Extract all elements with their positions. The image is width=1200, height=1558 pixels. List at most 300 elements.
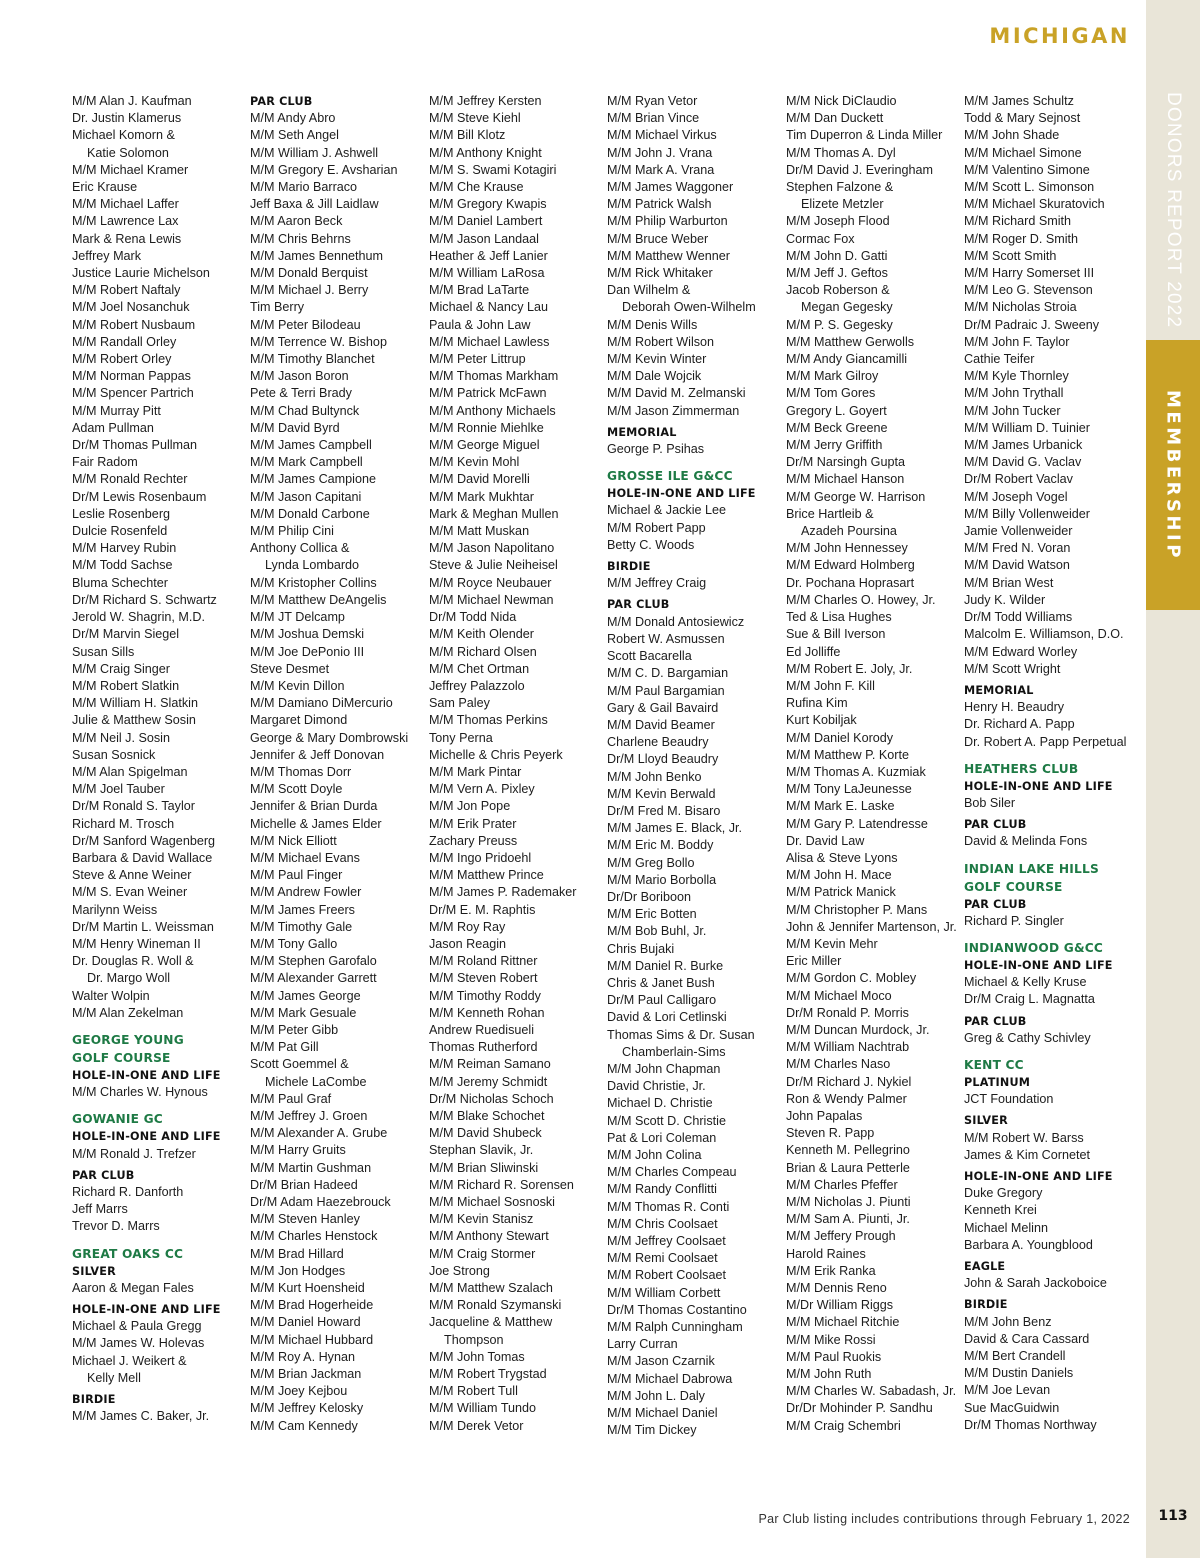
donor-name: M/M Jeffrey Kersten — [429, 94, 542, 108]
donor-name: M/M John L. Daly — [607, 1388, 705, 1403]
donor-name: Richard P. Singler — [964, 913, 1064, 928]
donor-name: Dr/M Robert Vaclav — [964, 472, 1073, 487]
donor-column — [607, 93, 779, 1439]
donor-name: M/M Robert W. Barss — [964, 1130, 1084, 1145]
donor-name: M/M Thomas R. Conti — [607, 1199, 730, 1214]
donor-name: M/M William H. Slatkin — [72, 696, 198, 711]
donor-name: M/M Joey Kejbou — [250, 1384, 348, 1399]
donor-name: M/M Jeffrey Coolsaet — [607, 1234, 726, 1248]
donor-name: David & Cara Cassard — [964, 1331, 1090, 1346]
donor-name: Dulcie Rosenfeld — [72, 524, 168, 539]
donor-name: M/M Joseph Flood — [786, 214, 890, 229]
donor-name: Dr. Pochana Hoprasart — [786, 575, 915, 590]
donor-name: M/M Joseph Vogel — [964, 489, 1068, 504]
donor-name: M/M Derek Vetor — [429, 1418, 524, 1433]
donor-name: M/M Jason Boron — [250, 369, 349, 384]
donor-name: M/M Jon Hodges — [250, 1263, 346, 1278]
donor-name: M/M Jason Napolitano — [429, 541, 555, 556]
donor-name: Dr/M Thomas Costantino — [607, 1302, 747, 1317]
donor-name: Dr/M E. M. Raphtis — [429, 902, 536, 917]
donor-name: Kurt Kobiljak — [786, 713, 857, 728]
donor-name: Anthony Collica & — [250, 541, 350, 556]
donor-name: M/M Kevin Mohl — [429, 455, 520, 470]
donor-name: M/M Cam Kennedy — [250, 1418, 358, 1433]
donor-name: M/M Jason Landaal — [429, 231, 539, 246]
donor-name: Mark & Rena Lewis — [72, 231, 182, 246]
donor-name: M/M Donald Antosiewicz — [607, 614, 745, 629]
donor-name: M/M Craig Singer — [72, 661, 170, 676]
donor-name: Trevor D. Marrs — [72, 1219, 160, 1234]
donor-name: M/M Mark A. Vrana — [607, 162, 715, 177]
donor-name: M/M Daniel Lambert — [429, 214, 543, 229]
donor-name: Barbara & David Wallace — [72, 850, 213, 865]
donor-name: M/M S. Evan Weiner — [72, 885, 188, 900]
donor-name: M/M Tim Dickey — [607, 1423, 697, 1438]
giving-level-heading: BIRDIE — [72, 1393, 116, 1407]
donor-name: M/M Harvey Rubin — [72, 541, 177, 556]
donor-name: M/M Joel Tauber — [72, 782, 165, 797]
donor-name: M/M Chet Ortman — [429, 661, 530, 676]
donor-name: M/M Mario Borbolla — [607, 872, 717, 887]
donor-name: M/M James W. Holevas — [72, 1336, 205, 1351]
donor-name: M/M Leo G. Stevenson — [964, 283, 1093, 298]
donor-name: M/M John Hennessey — [786, 541, 908, 556]
donor-name: M/M Matt Muskan — [429, 524, 530, 539]
donor-name: M/M Andrew Fowler — [250, 885, 362, 900]
donor-name: M/M Philip Warburton — [607, 214, 728, 229]
donor-name: Charlene Beaudry — [607, 735, 709, 750]
donor-name: M/M Rick Whitaker — [607, 266, 713, 281]
donor-name: M/M Michael Laffer — [72, 197, 179, 212]
donor-name: M/M James P. Rademaker — [429, 885, 577, 900]
donor-name: M/M Robert Nusbaum — [72, 317, 196, 332]
section-tab — [1146, 340, 1200, 610]
donor-name: George P. Psihas — [607, 442, 705, 457]
donor-name: M/M John Tucker — [964, 403, 1061, 418]
donor-name: M/M David M. Zelmanski — [607, 386, 746, 401]
donor-name: M/M Craig Schembri — [786, 1418, 901, 1433]
donor-name: M/M John Trythall — [964, 386, 1064, 401]
donor-name: John Papalas — [786, 1108, 863, 1123]
donor-name: M/M Robert Slatkin — [72, 678, 180, 693]
donor-name: M/M Todd Sachse — [72, 558, 173, 573]
donor-name: Zachary Preuss — [429, 833, 518, 848]
donor-name: M/M Christopher P. Mans — [786, 902, 928, 917]
donor-name: Stephan Slavik, Jr. — [429, 1143, 534, 1158]
donor-name: M/M Ralph Cunningham — [607, 1320, 743, 1335]
donor-name: Michael D. Christie — [607, 1096, 713, 1111]
section-tab-label: MEMBERSHIP — [1162, 389, 1184, 561]
donor-name: M/M Richard Smith — [964, 214, 1072, 229]
donor-name: M/M Edward Holmberg — [786, 558, 915, 573]
donor-name: M/M Eric Botten — [607, 907, 697, 922]
donor-name: John & Sarah Jackoboice — [964, 1276, 1107, 1291]
donor-name: M/M Kevin Mehr — [786, 936, 878, 951]
club-heading: GROSSE ILE G&CC — [607, 469, 733, 484]
donor-name: M/M Matthew Szalach — [429, 1281, 553, 1296]
donor-name: M/M James George — [250, 988, 361, 1003]
donor-name: Pat & Lori Coleman — [607, 1130, 717, 1145]
donor-name: M/M Charles O. Howey, Jr. — [786, 592, 936, 607]
donor-name: M/M Dustin Daniels — [964, 1366, 1074, 1381]
donor-name: Jason Reagin — [429, 936, 507, 951]
donor-name: M/M Duncan Murdock, Jr. — [786, 1022, 930, 1037]
donor-name: M/M Bob Buhl, Jr. — [607, 924, 707, 939]
donor-name: M/M John Chapman — [607, 1061, 721, 1076]
donor-name: M/M Jason Zimmerman — [607, 403, 740, 418]
donor-name: Dr/M Paul Calligaro — [607, 993, 717, 1008]
giving-level-heading: PAR CLUB — [964, 818, 1027, 832]
donor-name: James & Kim Cornetet — [964, 1147, 1090, 1162]
donor-name: M/M Roland Rittner — [429, 954, 538, 969]
donor-name: Steve & Julie Neiheisel — [429, 558, 558, 573]
donor-name: M/M Daniel Howard — [250, 1315, 361, 1330]
donor-name-continued: Megan Gegesky — [801, 300, 893, 315]
donor-name: Walter Wolpin — [72, 988, 150, 1003]
donor-name: Harold Raines — [786, 1246, 866, 1261]
donor-name: M/M Kevin Winter — [607, 352, 707, 367]
donor-name: Judy K. Wilder — [964, 592, 1046, 607]
donor-name: M/M Roy Ray — [429, 919, 506, 934]
donor-name: M/M Anthony Michaels — [429, 403, 556, 418]
donor-name: M/M Patrick Walsh — [607, 197, 712, 212]
donor-name: M/M Matthew Wenner — [607, 248, 730, 263]
donor-name: M/M Dale Wojcik — [607, 369, 702, 384]
donor-name: M/M Dan Duckett — [786, 111, 884, 126]
donor-name: Fair Radom — [72, 455, 138, 470]
donor-name: M/M Michael J. Berry — [250, 283, 369, 298]
donor-name: M/M James Freers — [250, 902, 355, 917]
donor-name: M/M Jeffrey Craig — [607, 576, 707, 591]
donor-name: Jennifer & Brian Durda — [250, 799, 378, 814]
donor-name: Chris & Janet Bush — [607, 975, 715, 990]
donor-name: M/M Lawrence Lax — [72, 214, 179, 229]
donor-name: Duke Gregory — [964, 1186, 1043, 1201]
donor-column — [786, 93, 958, 1435]
donor-name: Jeffrey Mark — [72, 248, 142, 263]
donor-name: Dr/M Ronald P. Morris — [786, 1005, 909, 1020]
donor-name: M/M Bruce Weber — [607, 231, 709, 246]
donor-name: M/M Charles Naso — [786, 1057, 891, 1072]
giving-level-heading: HOLE-IN-ONE AND LIFE — [964, 779, 1113, 793]
donor-name: Dr. Douglas R. Woll & — [72, 954, 194, 969]
donor-name: Alisa & Steve Lyons — [786, 850, 898, 865]
donor-name: M/M Nicholas Stroia — [964, 300, 1077, 315]
donor-name: M/M P. S. Gegesky — [786, 317, 893, 332]
donor-name: Dr/M Lloyd Beaudry — [607, 752, 719, 767]
giving-level-heading: HOLE-IN-ONE AND LIFE — [964, 958, 1113, 972]
donor-name: David & Lori Cetlinski — [607, 1010, 727, 1025]
club-heading-line: GOLF COURSE — [964, 879, 1063, 894]
donor-name: M/M Alexander Garrett — [250, 971, 377, 986]
donor-name: M/M Gary P. Latendresse — [786, 816, 928, 831]
donor-name: Todd & Mary Sejnost — [964, 111, 1081, 126]
donor-name-continued: Lynda Lombardo — [265, 558, 360, 573]
donor-name: M/M Anthony Knight — [429, 145, 542, 160]
giving-level-heading: HOLE-IN-ONE AND LIFE — [607, 487, 756, 501]
donor-name: M/M Robert Papp — [607, 520, 706, 535]
donor-name: M/M Jeffrey Kelosky — [250, 1401, 364, 1416]
donor-name: M/M Robert Trygstad — [429, 1367, 547, 1382]
donor-name: M/M Michael Lawless — [429, 334, 550, 349]
donor-name: M/M Mark Gesuale — [250, 1005, 357, 1020]
donor-name: M/M Donald Berquist — [250, 266, 368, 281]
donor-name: M/M Blake Schochet — [429, 1108, 545, 1123]
donor-name: M/M Brian West — [964, 575, 1054, 590]
donor-name: Richard M. Trosch — [72, 816, 175, 831]
donor-name: David & Melinda Fons — [964, 834, 1088, 849]
donor-name: Dr/M Sanford Wagenberg — [72, 833, 216, 848]
donor-name: Barbara A. Youngblood — [964, 1237, 1093, 1252]
donor-name: M/M Ronald Szymanski — [429, 1298, 562, 1313]
donor-name: M/M Thomas Dorr — [250, 764, 352, 779]
donor-name: M/M Mark E. Laske — [786, 799, 895, 814]
donor-name: M/M Thomas A. Dyl — [786, 145, 896, 160]
donor-name: M/M Gregory Kwapis — [429, 197, 547, 212]
donor-name: M/M Alan Zekelman — [72, 1005, 184, 1020]
donor-name: Michael J. Weikert & — [72, 1353, 187, 1368]
giving-level-heading: BIRDIE — [607, 560, 651, 574]
donor-name: Andrew Ruedisueli — [429, 1022, 535, 1037]
donor-name: M/M Michael Sosnoski — [429, 1195, 555, 1209]
donor-name: M/M Charles Pfeffer — [786, 1177, 898, 1192]
donor-name-continued: Kelly Mell — [87, 1370, 141, 1385]
donor-name: M/M John F. Kill — [786, 678, 875, 693]
donor-name: M/M Robert Orley — [72, 352, 172, 367]
donor-name: Kenneth M. Pellegrino — [786, 1143, 910, 1158]
giving-level-heading: SILVER — [72, 1264, 116, 1278]
donor-name: M/M Mark Pintar — [429, 764, 522, 779]
club-heading: GOWANIE GC — [72, 1112, 163, 1127]
donor-name: M/M Bill Klotz — [429, 128, 506, 143]
club-heading: INDIAN LAKE HILLS — [964, 861, 1099, 876]
donor-name: M/M Scott L. Simonson — [964, 180, 1095, 195]
donor-name: M/M Erik Ranka — [786, 1263, 876, 1278]
donor-name: M/M Fred N. Voran — [964, 541, 1071, 556]
donor-name: M/M John Benz — [964, 1314, 1052, 1329]
donor-name: M/M Joe DePonio III — [250, 644, 365, 659]
donor-name: Mark & Meghan Mullen — [429, 506, 559, 521]
donor-name: Pete & Terri Brady — [250, 386, 352, 401]
donor-name: M/M Jason Capitani — [250, 489, 362, 504]
donor-name: M/M Vern A. Pixley — [429, 782, 535, 797]
donor-name: Dr/M Todd Nida — [429, 610, 517, 625]
donor-name: M/M Robert Coolsaet — [607, 1268, 726, 1283]
donor-name: M/M Terrence W. Bishop — [250, 334, 387, 349]
donor-name: Dr/M Richard J. Nykiel — [786, 1074, 912, 1089]
donor-name: M/M Martin Gushman — [250, 1160, 372, 1175]
donor-name: M/M William Tundo — [429, 1401, 537, 1416]
report-title-vertical — [1146, 91, 1200, 329]
donor-name: Dr. David Law — [786, 833, 865, 848]
donor-name: M/M Bert Crandell — [964, 1349, 1066, 1363]
donor-name: M/M William Corbett — [607, 1285, 721, 1300]
donor-name: M/M Jeff J. Geftos — [786, 266, 888, 281]
giving-level-heading: HOLE-IN-ONE AND LIFE — [72, 1068, 221, 1082]
donor-name: Dr/M Fred M. Bisaro — [607, 803, 721, 818]
donor-name: Michael Melinn — [964, 1220, 1048, 1235]
donor-name: M/M Thomas Perkins — [429, 713, 548, 728]
donor-name: M/M Mario Barraco — [250, 180, 358, 195]
giving-level-heading: BIRDIE — [964, 1298, 1008, 1312]
donor-name: M/M Charles Henstock — [250, 1229, 378, 1244]
donor-name: M/M Michael Ritchie — [786, 1315, 900, 1330]
donor-name: Dr/M Todd Williams — [964, 610, 1073, 625]
donor-name: M/M Scott Wright — [964, 661, 1061, 676]
donor-name: M/M S. Swami Kotagiri — [429, 162, 557, 177]
donor-name: M/M Damiano DiMercurio — [250, 696, 393, 711]
donor-name: M/M Thomas A. Kuzmiak — [786, 764, 926, 779]
donor-name: M/M Randall Orley — [72, 334, 177, 349]
donor-name: M/M Pat Gill — [250, 1040, 319, 1055]
donor-name: Sam Paley — [429, 696, 490, 711]
donor-name: M/M Jason Czarnik — [607, 1354, 715, 1369]
donor-name: M/M Joshua Demski — [250, 627, 365, 642]
donor-name: Larry Curran — [607, 1337, 678, 1352]
giving-level-heading: HOLE-IN-ONE AND LIFE — [72, 1303, 221, 1316]
donor-name: M/M Mark Campbell — [250, 455, 363, 470]
donor-name: David Christie, Jr. — [607, 1079, 706, 1094]
donor-name: M/M Paul Finger — [250, 868, 343, 883]
donor-name: Robert W. Asmussen — [607, 631, 725, 646]
donor-name: Susan Sosnick — [72, 747, 156, 762]
donor-name: M/M Henry Wineman II — [72, 936, 201, 951]
donor-name: M/M Ronald J. Trefzer — [72, 1146, 196, 1161]
donor-name: Dr/Dr Boriboon — [607, 889, 691, 904]
donor-name: M/M Tony LaJeunesse — [786, 782, 912, 797]
donor-name: M/M Roy A. Hynan — [250, 1349, 355, 1364]
donor-name: Dr/M Nicholas Schoch — [429, 1091, 554, 1106]
giving-level-heading: HOLE-IN-ONE AND LIFE — [72, 1130, 221, 1144]
donor-name: M/M Thomas Markham — [429, 369, 559, 384]
donor-name: M/M David Beamer — [607, 717, 715, 732]
donor-name: M/M Michael Hubbard — [250, 1332, 374, 1347]
donor-name: M/M Patrick McFawn — [429, 386, 547, 401]
donor-name: M/M Denis Wills — [607, 317, 698, 332]
donor-name: Michelle & James Elder — [250, 816, 382, 831]
giving-level-heading: PAR CLUB — [72, 1168, 135, 1182]
donor-name: Gregory L. Goyert — [786, 403, 887, 418]
donor-name: M/M Michael Hanson — [786, 472, 905, 487]
donor-name: Michael & Paula Gregg — [72, 1319, 202, 1334]
state-header: MICHIGAN — [989, 24, 1130, 48]
donor-name: M/M Donald Carbone — [250, 506, 370, 521]
donor-name: Marilynn Weiss — [72, 902, 158, 917]
donor-name: M/M Kristopher Collins — [250, 575, 377, 590]
donor-name: M/M Brian Jackman — [250, 1367, 362, 1382]
donor-name-continued: Michele LaCombe — [265, 1074, 367, 1089]
donor-name: M/M Billy Vollenweider — [964, 506, 1090, 521]
donor-name: M/M Michael Evans — [250, 850, 360, 865]
donor-name: M/M Daniel R. Burke — [607, 958, 724, 973]
donor-name: M/M Brian Vince — [607, 111, 700, 126]
donor-name: M/M Beck Greene — [786, 420, 888, 435]
donor-name: M/M James Bennethum — [250, 248, 383, 263]
donor-name: M/M Ingo Pridoehl — [429, 850, 532, 865]
donor-name: M/M Mark Gilroy — [786, 369, 879, 384]
donor-name: M/M Matthew DeAngelis — [250, 592, 387, 607]
donor-name: M/M Charles W. Sabadash, Jr. — [786, 1384, 957, 1399]
donor-name-continued: Deborah Owen-Wilhelm — [622, 300, 756, 315]
donor-name: M/M Nick DiClaudio — [786, 94, 897, 108]
donor-name: M/M Brad LaTarte — [429, 283, 530, 298]
donor-name: Dr/M Martin L. Weissman — [72, 919, 214, 934]
donor-name: M/M Charles Compeau — [607, 1165, 737, 1180]
donor-name: M/M Chad Bultynck — [250, 403, 360, 418]
club-heading: HEATHERS CLUB — [964, 761, 1079, 776]
donor-name: M/M Mike Rossi — [786, 1332, 876, 1347]
donor-name-continued: Chamberlain-Sims — [622, 1044, 726, 1059]
donor-name: M/M Jeffery Prough — [786, 1229, 896, 1244]
donor-name: Aaron & Megan Fales — [72, 1280, 194, 1295]
giving-level-heading: EAGLE — [964, 1259, 1006, 1273]
donor-name: M/M Brad Hillard — [250, 1246, 344, 1261]
donor-name: Kenneth Krei — [964, 1203, 1037, 1218]
donor-name: M/M Paul Bargamian — [607, 683, 725, 698]
donor-name: M/M Robert Tull — [429, 1384, 518, 1399]
donor-name: Cormac Fox — [786, 231, 855, 246]
donor-name: M/M George Miguel — [429, 438, 540, 453]
donor-name: M/M Michael Dabrowa — [607, 1371, 733, 1386]
donor-name: Jacob Roberson & — [786, 283, 890, 298]
donor-name: Richard R. Danforth — [72, 1184, 184, 1199]
donor-name: Dr/M Brian Hadeed — [250, 1177, 358, 1192]
donor-name: Scott Goemmel & — [250, 1057, 349, 1072]
donor-name: M/M Stephen Garofalo — [250, 954, 377, 969]
donor-column — [72, 93, 244, 1425]
donor-name: Jerold W. Shagrin, M.D. — [72, 610, 205, 625]
donor-name: M/M David Watson — [964, 558, 1070, 573]
donor-name: M/M Andy Giancamilli — [786, 352, 908, 367]
page-number: 113 — [1158, 1508, 1188, 1524]
donor-name-continued: Azadeh Poursina — [801, 524, 897, 539]
donor-name: M/M Mark Mukhtar — [429, 489, 534, 504]
donor-name: M/M Greg Bollo — [607, 855, 695, 870]
donor-name: Ed Jolliffe — [786, 644, 841, 659]
donor-name: Thomas Sims & Dr. Susan — [607, 1027, 755, 1042]
donor-name: Greg & Cathy Schivley — [964, 1030, 1091, 1045]
donor-name: M/M Joe Levan — [964, 1383, 1051, 1398]
donor-name: M/M Jon Pope — [429, 799, 511, 814]
donor-name: M/M Paul Ruokis — [786, 1349, 882, 1364]
report-title-text: DONORS REPORT 2022 — [1163, 91, 1184, 329]
donor-name: M/M Valentino Simone — [964, 162, 1090, 177]
donor-name: M/M Harry Somerset III — [964, 266, 1095, 281]
donor-name: M/M Matthew Gerwolls — [786, 334, 915, 349]
donor-name: M/M William D. Tuinier — [964, 420, 1090, 435]
donor-name: M/M Spencer Partrich — [72, 386, 194, 401]
donor-name: Dr/M Narsingh Gupta — [786, 455, 905, 470]
donor-name: Steve & Anne Weiner — [72, 868, 192, 883]
donor-name: Gary & Gail Bavaird — [607, 700, 719, 715]
donor-name: Leslie Rosenberg — [72, 506, 171, 521]
donor-name: M/M Ryan Vetor — [607, 94, 698, 108]
donor-name: M/M Michael Skuratovich — [964, 197, 1105, 212]
donor-name: M/M Kevin Stanisz — [429, 1212, 534, 1227]
donor-name: Jacqueline & Matthew — [429, 1315, 553, 1330]
donor-name: M/M James C. Baker, Jr. — [72, 1409, 210, 1424]
donor-name: Michael & Kelly Kruse — [964, 975, 1087, 990]
donor-name: M/M Reiman Samano — [429, 1057, 551, 1072]
donor-name: M/M John Shade — [964, 128, 1060, 143]
donor-name: M/M Timothy Gale — [250, 919, 353, 934]
donor-name: Justice Laurie Michelson — [72, 266, 210, 281]
donor-name: M/M Scott Smith — [964, 248, 1057, 263]
club-heading: GEORGE YOUNG — [72, 1032, 184, 1047]
giving-level-heading: PAR CLUB — [607, 598, 670, 612]
donor-name: M/M David Byrd — [250, 420, 340, 435]
donor-name: M/M Sam A. Piunti, Jr. — [786, 1212, 910, 1227]
